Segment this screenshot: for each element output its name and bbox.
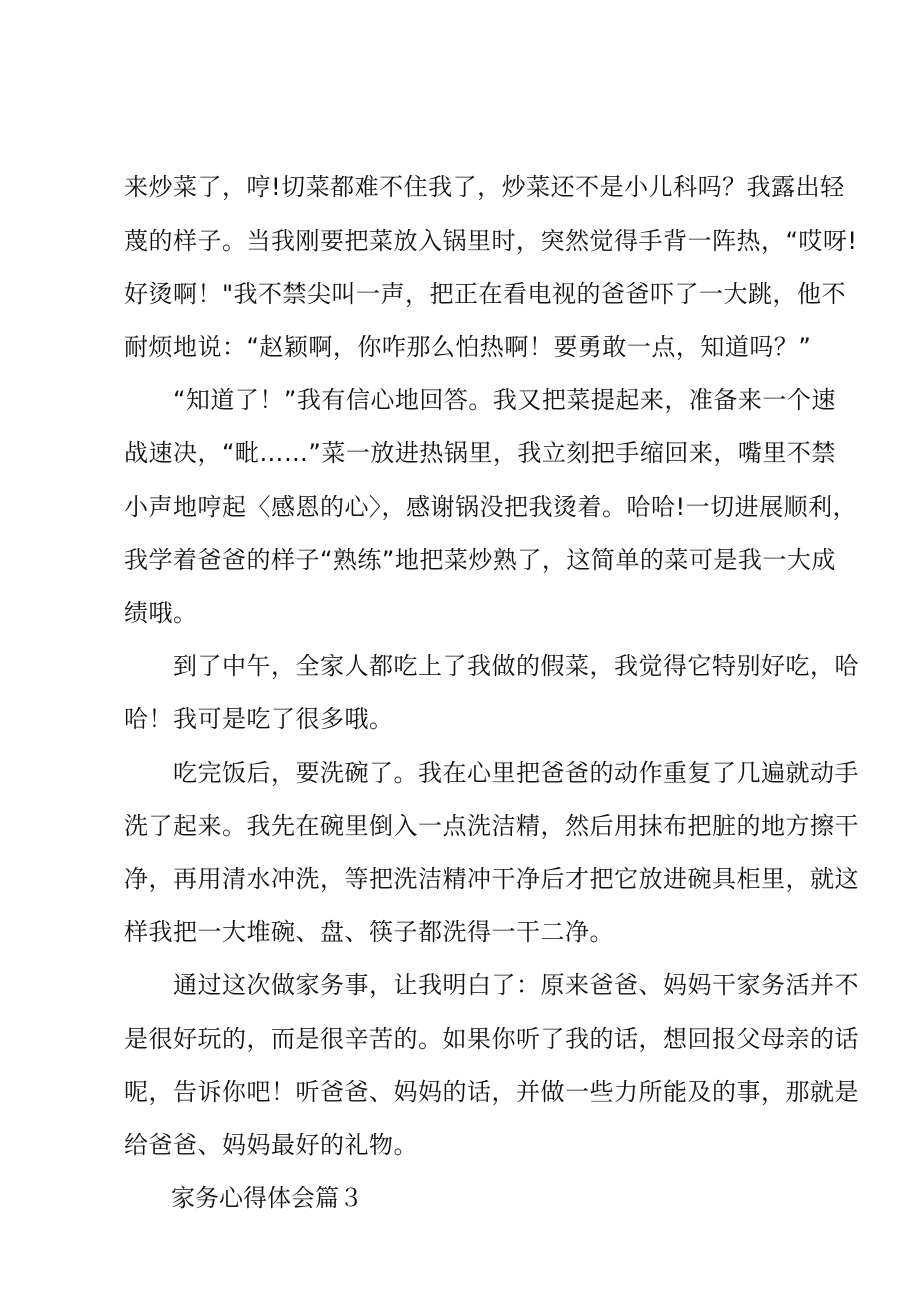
paragraph-line: 吃完饭后，要洗碗了。我在心里把爸爸的动作重复了几遍就动手 bbox=[124, 759, 859, 787]
section-heading: 家务心得体会篇３ bbox=[171, 1184, 363, 1212]
paragraph-line: 好烫啊！"我不禁尖叫一声，把正在看电视的爸爸吓了一大跳，他不 bbox=[124, 280, 847, 308]
paragraph-line: 小声地哼起〈感恩的心〉，感谢锅没把我烫着。哈哈!一切进展顺利， bbox=[124, 493, 858, 521]
paragraph-line: 给爸爸、妈妈最好的礼物。 bbox=[124, 1131, 418, 1159]
paragraph-line: 洗了起来。我先在碗里倒入一点洗洁精，然后用抹布把脏的地方擦干 bbox=[124, 812, 859, 840]
paragraph-line: 战速决，“毗……”菜一放进热锅里，我立刻把手缩回来，嘴里不禁 bbox=[124, 439, 836, 467]
paragraph-line: 是很好玩的，而是很辛苦的。如果你听了我的话，想回报父母亲的话 bbox=[124, 1025, 859, 1053]
paragraph-line: 通过这次做家务事，让我明白了：原来爸爸、妈妈干家务活并不 bbox=[124, 971, 859, 999]
paragraph-line: 来炒菜了，哼!切菜都难不住我了，炒菜还不是小儿科吗？我露出轻 bbox=[124, 173, 845, 201]
paragraph-line: 绩哦。 bbox=[124, 599, 198, 627]
paragraph-line: “知道了！”我有信心地回答。我又把菜提起来，准备来一个速 bbox=[124, 386, 836, 414]
paragraph-line: 我学着爸爸的样子“熟练”地把菜炒熟了，这简单的菜可是我一大成 bbox=[124, 546, 836, 574]
paragraph-line: 到了中午，全家人都吃上了我做的假菜，我觉得它特别好吃，哈 bbox=[124, 652, 859, 680]
paragraph-line: 耐烦地说：“赵颖啊，你咋那么怕热啊！要勇敢一点，知道吗？” bbox=[124, 333, 812, 361]
paragraph-line: 哈！我可是吃了很多哦。 bbox=[124, 705, 394, 733]
paragraph-line: 呢，告诉你吧！听爸爸、妈妈的话，并做一些力所能及的事，那就是 bbox=[124, 1078, 859, 1106]
paragraph-line: 样我把一大堆碗、盘、筷子都洗得一干二净。 bbox=[124, 918, 614, 946]
paragraph-line: 净，再用清水冲洗，等把洗洁精冲干净后才把它放进碗具柜里，就这 bbox=[124, 865, 859, 893]
paragraph-line: 蔑的样子。当我刚要把菜放入锅里时，突然觉得手背一阵热，“哎呀! bbox=[124, 227, 858, 255]
